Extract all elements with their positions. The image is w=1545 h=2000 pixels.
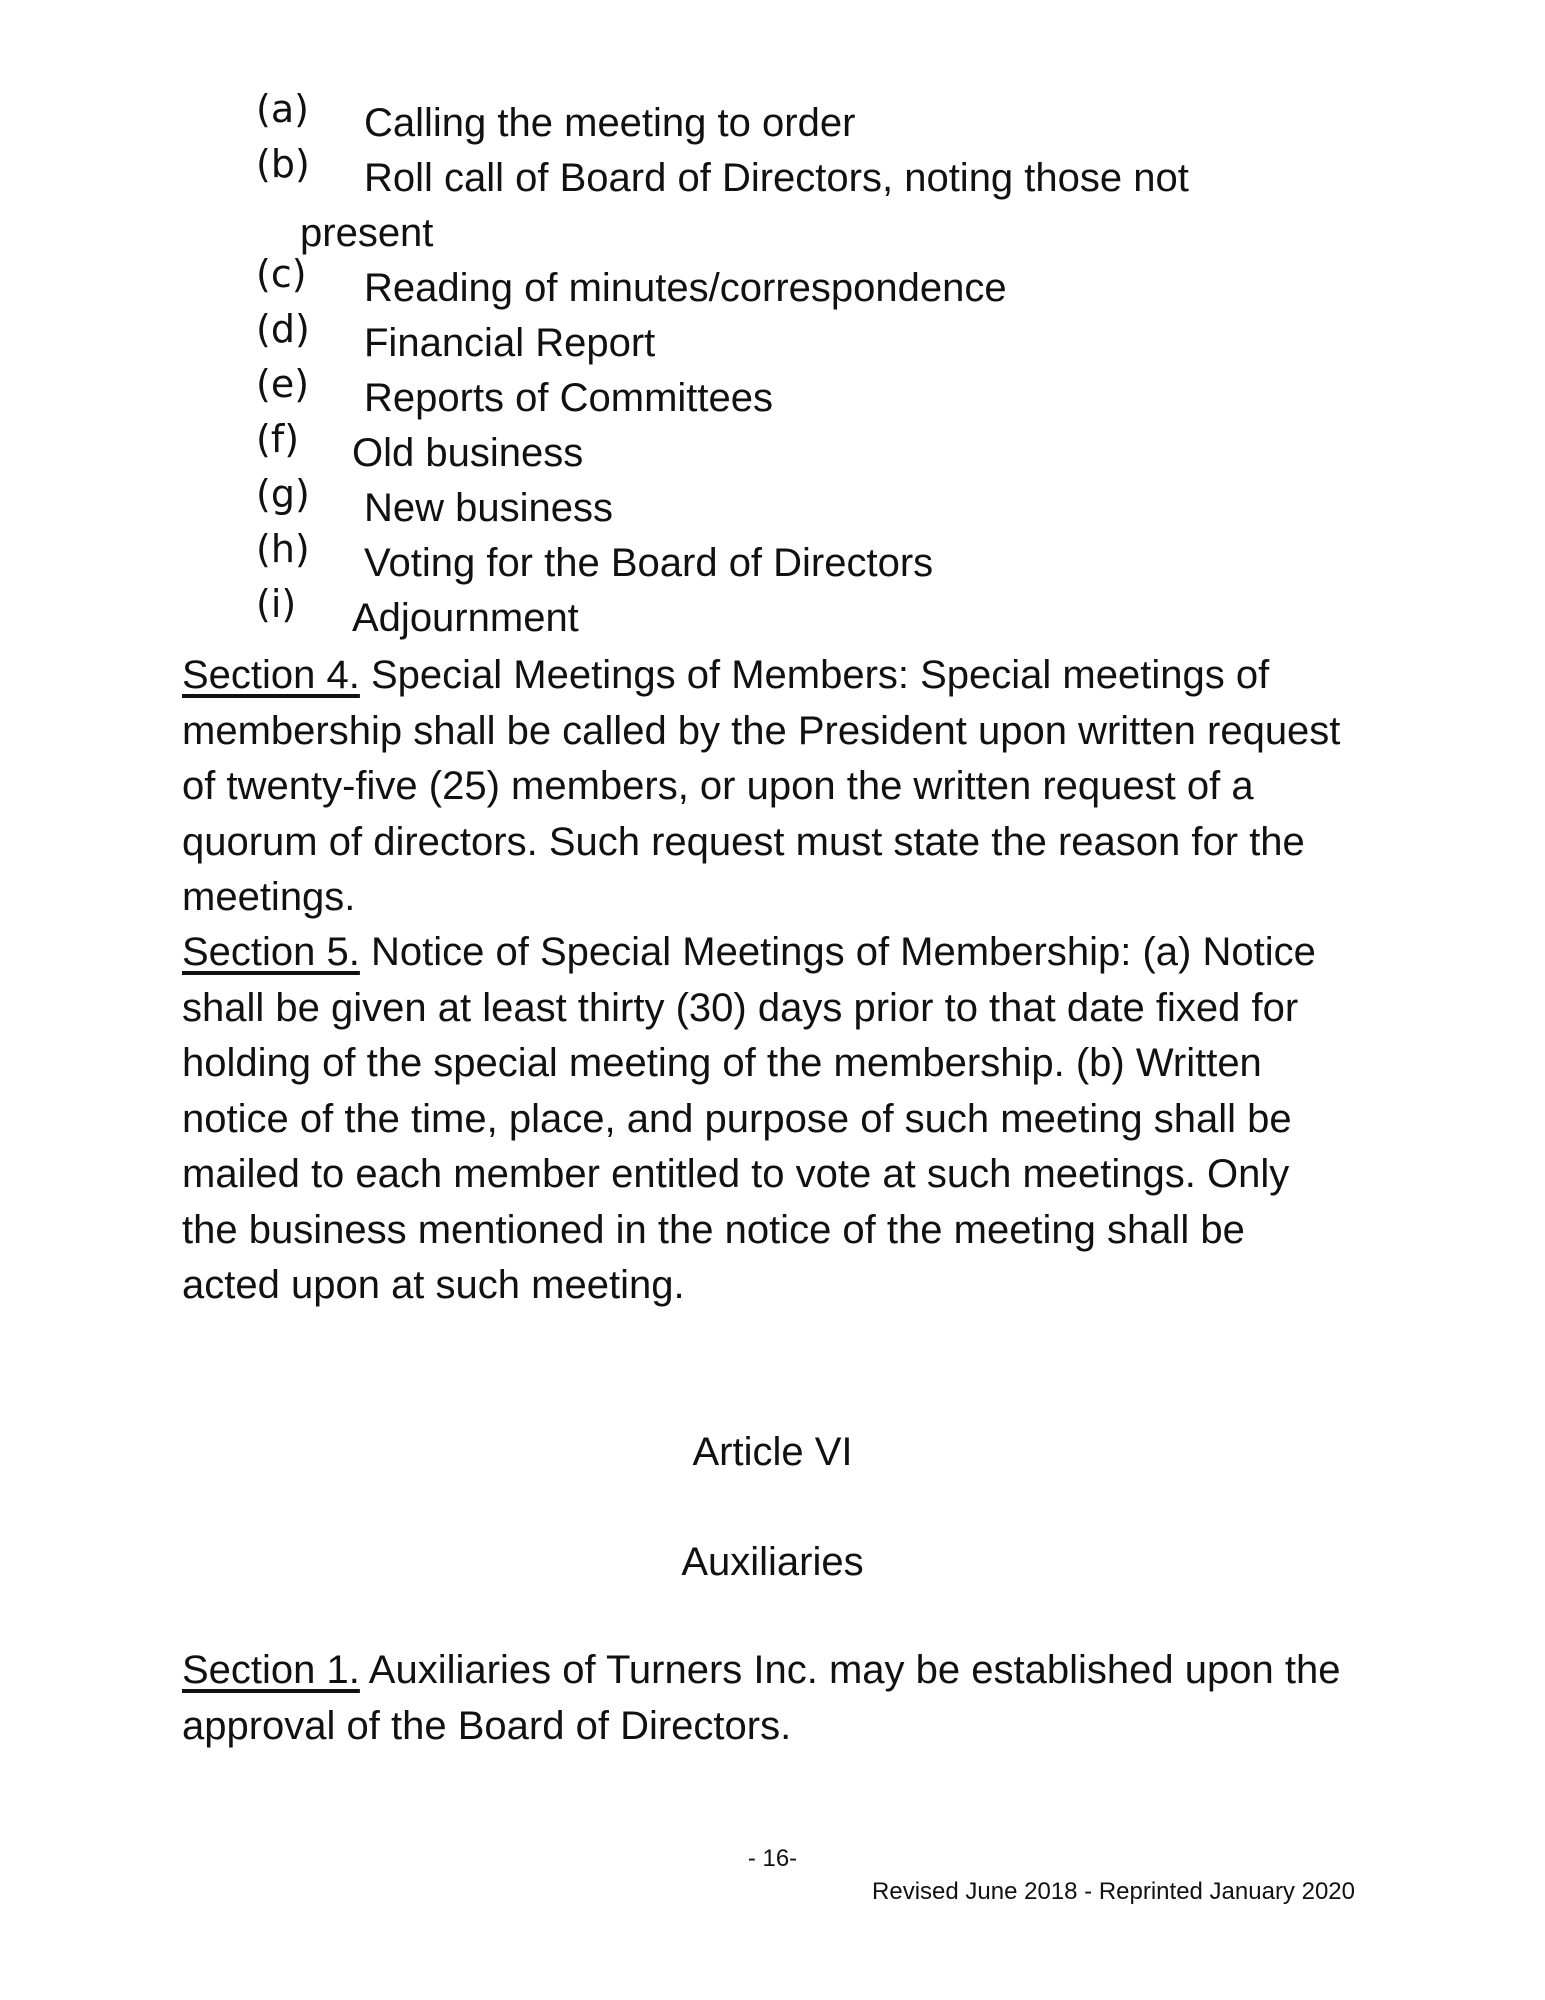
section-4-text: Special Meetings of Members: Special meetings of membership shall be called by the President upon written request of twenty-five (25) members, or upon the written request of a quorum of directors. Such request must state the reason for the meetings.	[182, 653, 1341, 919]
agenda-list	[256, 87, 1356, 646]
agenda-item	[256, 582, 1356, 646]
section-1-paragraph	[182, 1643, 1342, 1754]
section-1-label: Section 1.	[182, 1648, 360, 1692]
agenda-item	[256, 87, 1356, 151]
page-number: - 16-	[747, 1845, 798, 1872]
agenda-item	[256, 472, 1356, 536]
revision-note: Revised June 2018 - Reprinted January 2020	[872, 1878, 1355, 1905]
section-5-text: Notice of Special Meetings of Membership: (a) Notice shall be given at least thirty (30) days prior to that date fixed for holding of the special meeting of the membership. (b) Written notice of the time, place, and purpose of such meeting shall be mailed to each member entitled to vote at such meetings. Only the business mentioned in the notice of the meeting shall be acted upon at such meeting.	[182, 930, 1316, 1307]
agenda-item-text: Roll call of Board of Directors, noting those not	[364, 156, 1189, 200]
agenda-item	[256, 252, 1356, 316]
agenda-item-letter: (h)	[256, 527, 310, 571]
agenda-item-letter: (i)	[256, 582, 297, 626]
agenda-item	[256, 142, 1356, 261]
article-subtitle: Auxiliaries	[681, 1540, 864, 1584]
agenda-item-letter: (e)	[256, 362, 310, 406]
agenda-item-text: Voting for the Board of Directors	[364, 541, 934, 585]
agenda-item-text: New business	[364, 486, 614, 530]
section-4-label: Section 4.	[182, 653, 360, 697]
agenda-item-letter: (c)	[256, 252, 307, 296]
section-4-paragraph	[182, 648, 1342, 926]
article-title: Article VI	[692, 1430, 853, 1474]
section-5-label: Section 5.	[182, 930, 360, 974]
agenda-item-text: Adjournment	[352, 596, 579, 640]
agenda-item-letter: (g)	[256, 472, 310, 516]
agenda-item	[256, 417, 1356, 481]
agenda-item	[256, 307, 1356, 371]
agenda-item-letter: (a)	[256, 87, 309, 131]
agenda-item-letter: (d)	[256, 307, 310, 351]
agenda-item-letter: (b)	[256, 142, 310, 186]
agenda-item-letter: (f)	[256, 417, 300, 461]
section-5-paragraph	[182, 925, 1342, 1314]
agenda-item	[256, 362, 1356, 426]
agenda-item-text: Reports of Committees	[364, 376, 774, 420]
agenda-item-continuation: present	[300, 211, 434, 255]
section-1-text: Auxiliaries of Turners Inc. may be established upon the approval of the Board of Directors.	[182, 1648, 1341, 1748]
agenda-item	[256, 527, 1356, 591]
agenda-item-text: Financial Report	[364, 321, 656, 365]
agenda-item-text: Old business	[352, 431, 584, 475]
agenda-item-text: Calling the meeting to order	[364, 101, 856, 145]
agenda-item-text: Reading of minutes/correspondence	[364, 266, 1007, 310]
